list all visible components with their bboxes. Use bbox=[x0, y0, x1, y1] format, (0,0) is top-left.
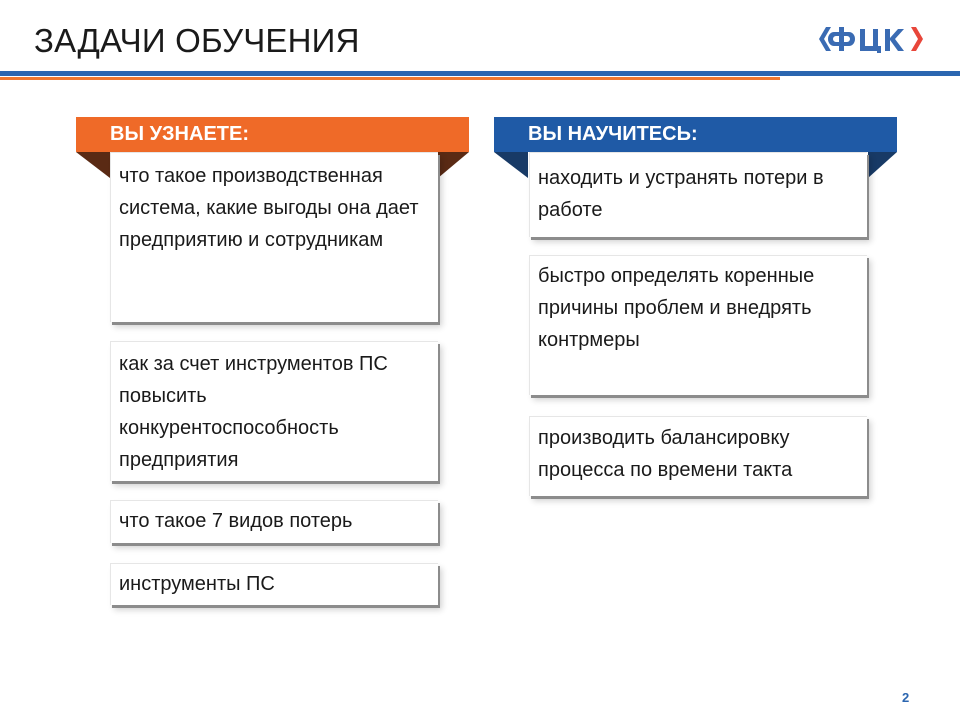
ribbon-fold-left bbox=[494, 152, 528, 178]
ribbon-fold-left bbox=[76, 152, 110, 178]
skill-item-text: быстро определять коренные причины проблем и внедрять контрмеры bbox=[538, 265, 815, 351]
learn-item-text: что такое 7 видов потерь bbox=[119, 510, 353, 532]
ribbon-you-will-be-able: ВЫ НАУЧИТЕСЬ: bbox=[494, 117, 897, 152]
header-rule-orange bbox=[0, 77, 780, 80]
learn-item-text: инструменты ПС bbox=[119, 573, 275, 595]
fck-logo-icon bbox=[818, 24, 928, 54]
skill-item-text: производить балансировку процесса по времени такта bbox=[538, 427, 793, 481]
skill-item-find-losses bbox=[529, 152, 867, 237]
learn-item-competitiveness bbox=[110, 341, 438, 481]
learn-item-ps-tools bbox=[110, 563, 438, 605]
learn-item-seven-wastes bbox=[110, 500, 438, 543]
ribbon-fold-right bbox=[438, 152, 469, 178]
header-rule-blue bbox=[0, 71, 960, 76]
learn-item-text: как за счет инструментов ПС повысить конкурентоспособность предприятия bbox=[119, 353, 388, 471]
ribbon-fold-right bbox=[868, 152, 897, 178]
page-number: 2 bbox=[902, 690, 910, 705]
learn-item-production-system bbox=[110, 152, 438, 322]
skill-item-takt-balancing bbox=[529, 416, 867, 496]
slide-title: ЗАДАЧИ ОБУЧЕНИЯ bbox=[34, 22, 360, 59]
learn-item-text: что такое производственная система, какие выгоды она дает предприятию и сотрудникам bbox=[119, 165, 419, 251]
ribbon-you-will-learn: ВЫ УЗНАЕТЕ: bbox=[76, 117, 469, 152]
skill-item-text: находить и устранять потери в работе bbox=[538, 167, 824, 221]
skill-item-root-causes bbox=[529, 255, 867, 395]
